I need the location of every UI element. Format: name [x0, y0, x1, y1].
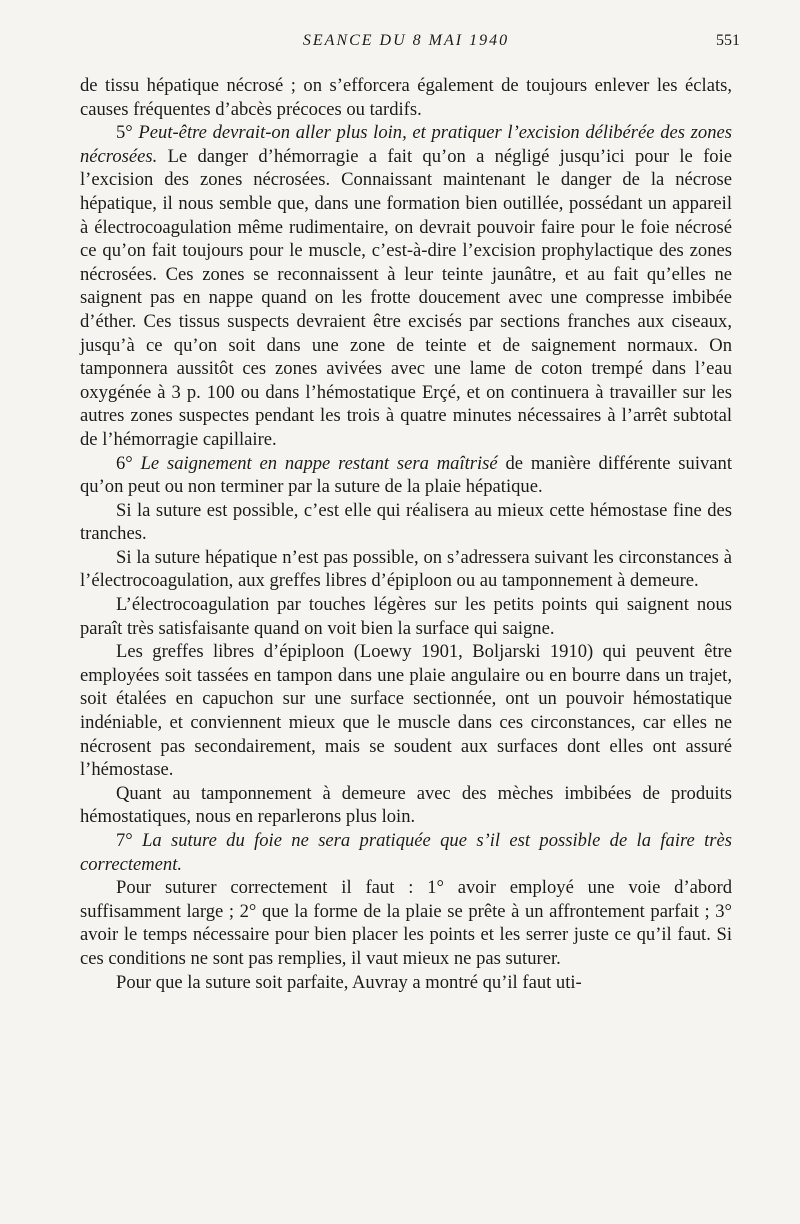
- paragraph-text: Quant au tamponnement à demeure avec des mèches imbibées de produits hémostatiques, nous en reparlerons plus loin.: [80, 782, 732, 828]
- paragraph-text: 5°: [116, 122, 139, 144]
- paragraph-p2: [80, 121, 732, 451]
- running-header: [80, 32, 740, 56]
- paragraph-p10: [80, 876, 732, 970]
- paragraph-text: 7°: [116, 830, 143, 851]
- body-text: [80, 74, 732, 994]
- italic-text: La suture du foie ne sera pratiquée que s’il est possible de la faire très correctement.: [80, 830, 733, 875]
- paragraph-p6: [80, 593, 732, 640]
- paragraph-p7: [80, 640, 732, 782]
- document-page: [80, 0, 740, 1224]
- italic-text: Peut-être devrait-on aller plus loin, et pratiquer l’excision délibérée des zones nécrosées.: [80, 122, 733, 167]
- paragraph-text: Pour que la suture soit parfaite, Auvray a montré qu’il faut uti-: [116, 971, 582, 993]
- paragraph-p5: [80, 546, 732, 593]
- paragraph-p9: [80, 829, 732, 876]
- paragraph-text: 6°: [116, 452, 141, 474]
- paragraph-text: L’électrocoagulation par touches légères sur les petits points qui saignent nous paraît très satisfaisante quand on voit bien la surface qui saigne.: [80, 594, 732, 639]
- italic-text: Le saignement en nappe restant sera maîtrisé: [140, 452, 498, 474]
- paragraph-text: Si la suture est possible, c’est elle qui réalisera au mieux cette hémostase fine des tranches.: [80, 499, 732, 545]
- paragraph-p4: [80, 499, 732, 546]
- paragraph-p3: [80, 452, 732, 499]
- paragraph-text: Le danger d’hémorragie a fait qu’on a négligé jusqu’ici pour le foie l’excision des zones nécrosées. Connaissant maintenant le danger de la nécrose hépatique, il nous semble que, dans une formation bien outillée, possédant un appareil à électrocoagulation même rudimentaire, on devrait pouvoir faire pour le foie nécrosé ce qu’on fait toujours pour le muscle, c’est-à-dire l’excision prophylactique des zones nécrosées. Ces zones se reconnaissent à leur teinte jaunâtre, et au fait qu’elles ne saignent pas en nappe quand on les frotte doucement avec une compresse imbibée d’éther. Ces tissus suspects devraient être excisés par sections franches aux ciseaux, jusqu’à ce qu’on soit dans une zone de teinte et de saignement normaux. On tamponnera aussitôt ces zones avivées avec une lame de coton trempé dans l’eau oxygénée à 3 p. 100 ou dans l’hémostatique Erçé, et on continuera à travailler sur les autres zones suspectes pendant les trois à quatre minutes nécessaires à l’arrêt subtotal de l’hémorragie capillaire.: [80, 145, 732, 450]
- paragraph-p1: [80, 74, 732, 121]
- paragraph-text: de tissu hépatique nécrosé ; on s’efforcera également de toujours enlever les éclats, causes fréquentes d’abcès précoces ou tardifs.: [80, 75, 732, 120]
- running-title: SEANCE DU 8 MAI 1940: [302, 32, 510, 49]
- paragraph-p11: [80, 971, 732, 995]
- paragraph-text: de manière différente suivant qu’on peut ou non terminer par la suture de la plaie hépatique.: [80, 452, 733, 498]
- paragraph-text: Pour suturer correctement il faut : 1° avoir employé une voie d’abord suffisamment large ; 2° que la forme de la plaie se prête à un affrontement parfait ; 3° avoir le temps nécessaire pour bien placer les points et les serrer juste ce qu’il faut. Si ces conditions ne sont pas remplies, il vaut mieux ne pas suturer.: [80, 877, 732, 969]
- paragraph-text: Les greffes libres d’épiploon (Loewy 1901, Boljarski 1910) qui peuvent être employées soit tassées en tampon dans une plaie angulaire ou en bourre dans un trajet, soit étalées en capuchon sur une surface sectionnée, ont un pouvoir hémostatique indéniable, et conviennent mieux que le muscle dans ces circonstances, car elles ne nécrosent pas secondairement, mais se soudent aux surfaces dont elles ont assuré l’hémostase.: [80, 641, 732, 781]
- page-number: 551: [716, 32, 740, 49]
- paragraph-p8: [80, 782, 732, 829]
- paragraph-text: Si la suture hépatique n’est pas possible, on s’adressera suivant les circonstances à l’électrocoagulation, aux greffes libres d’épiploon ou au tamponnement à demeure.: [80, 546, 732, 592]
